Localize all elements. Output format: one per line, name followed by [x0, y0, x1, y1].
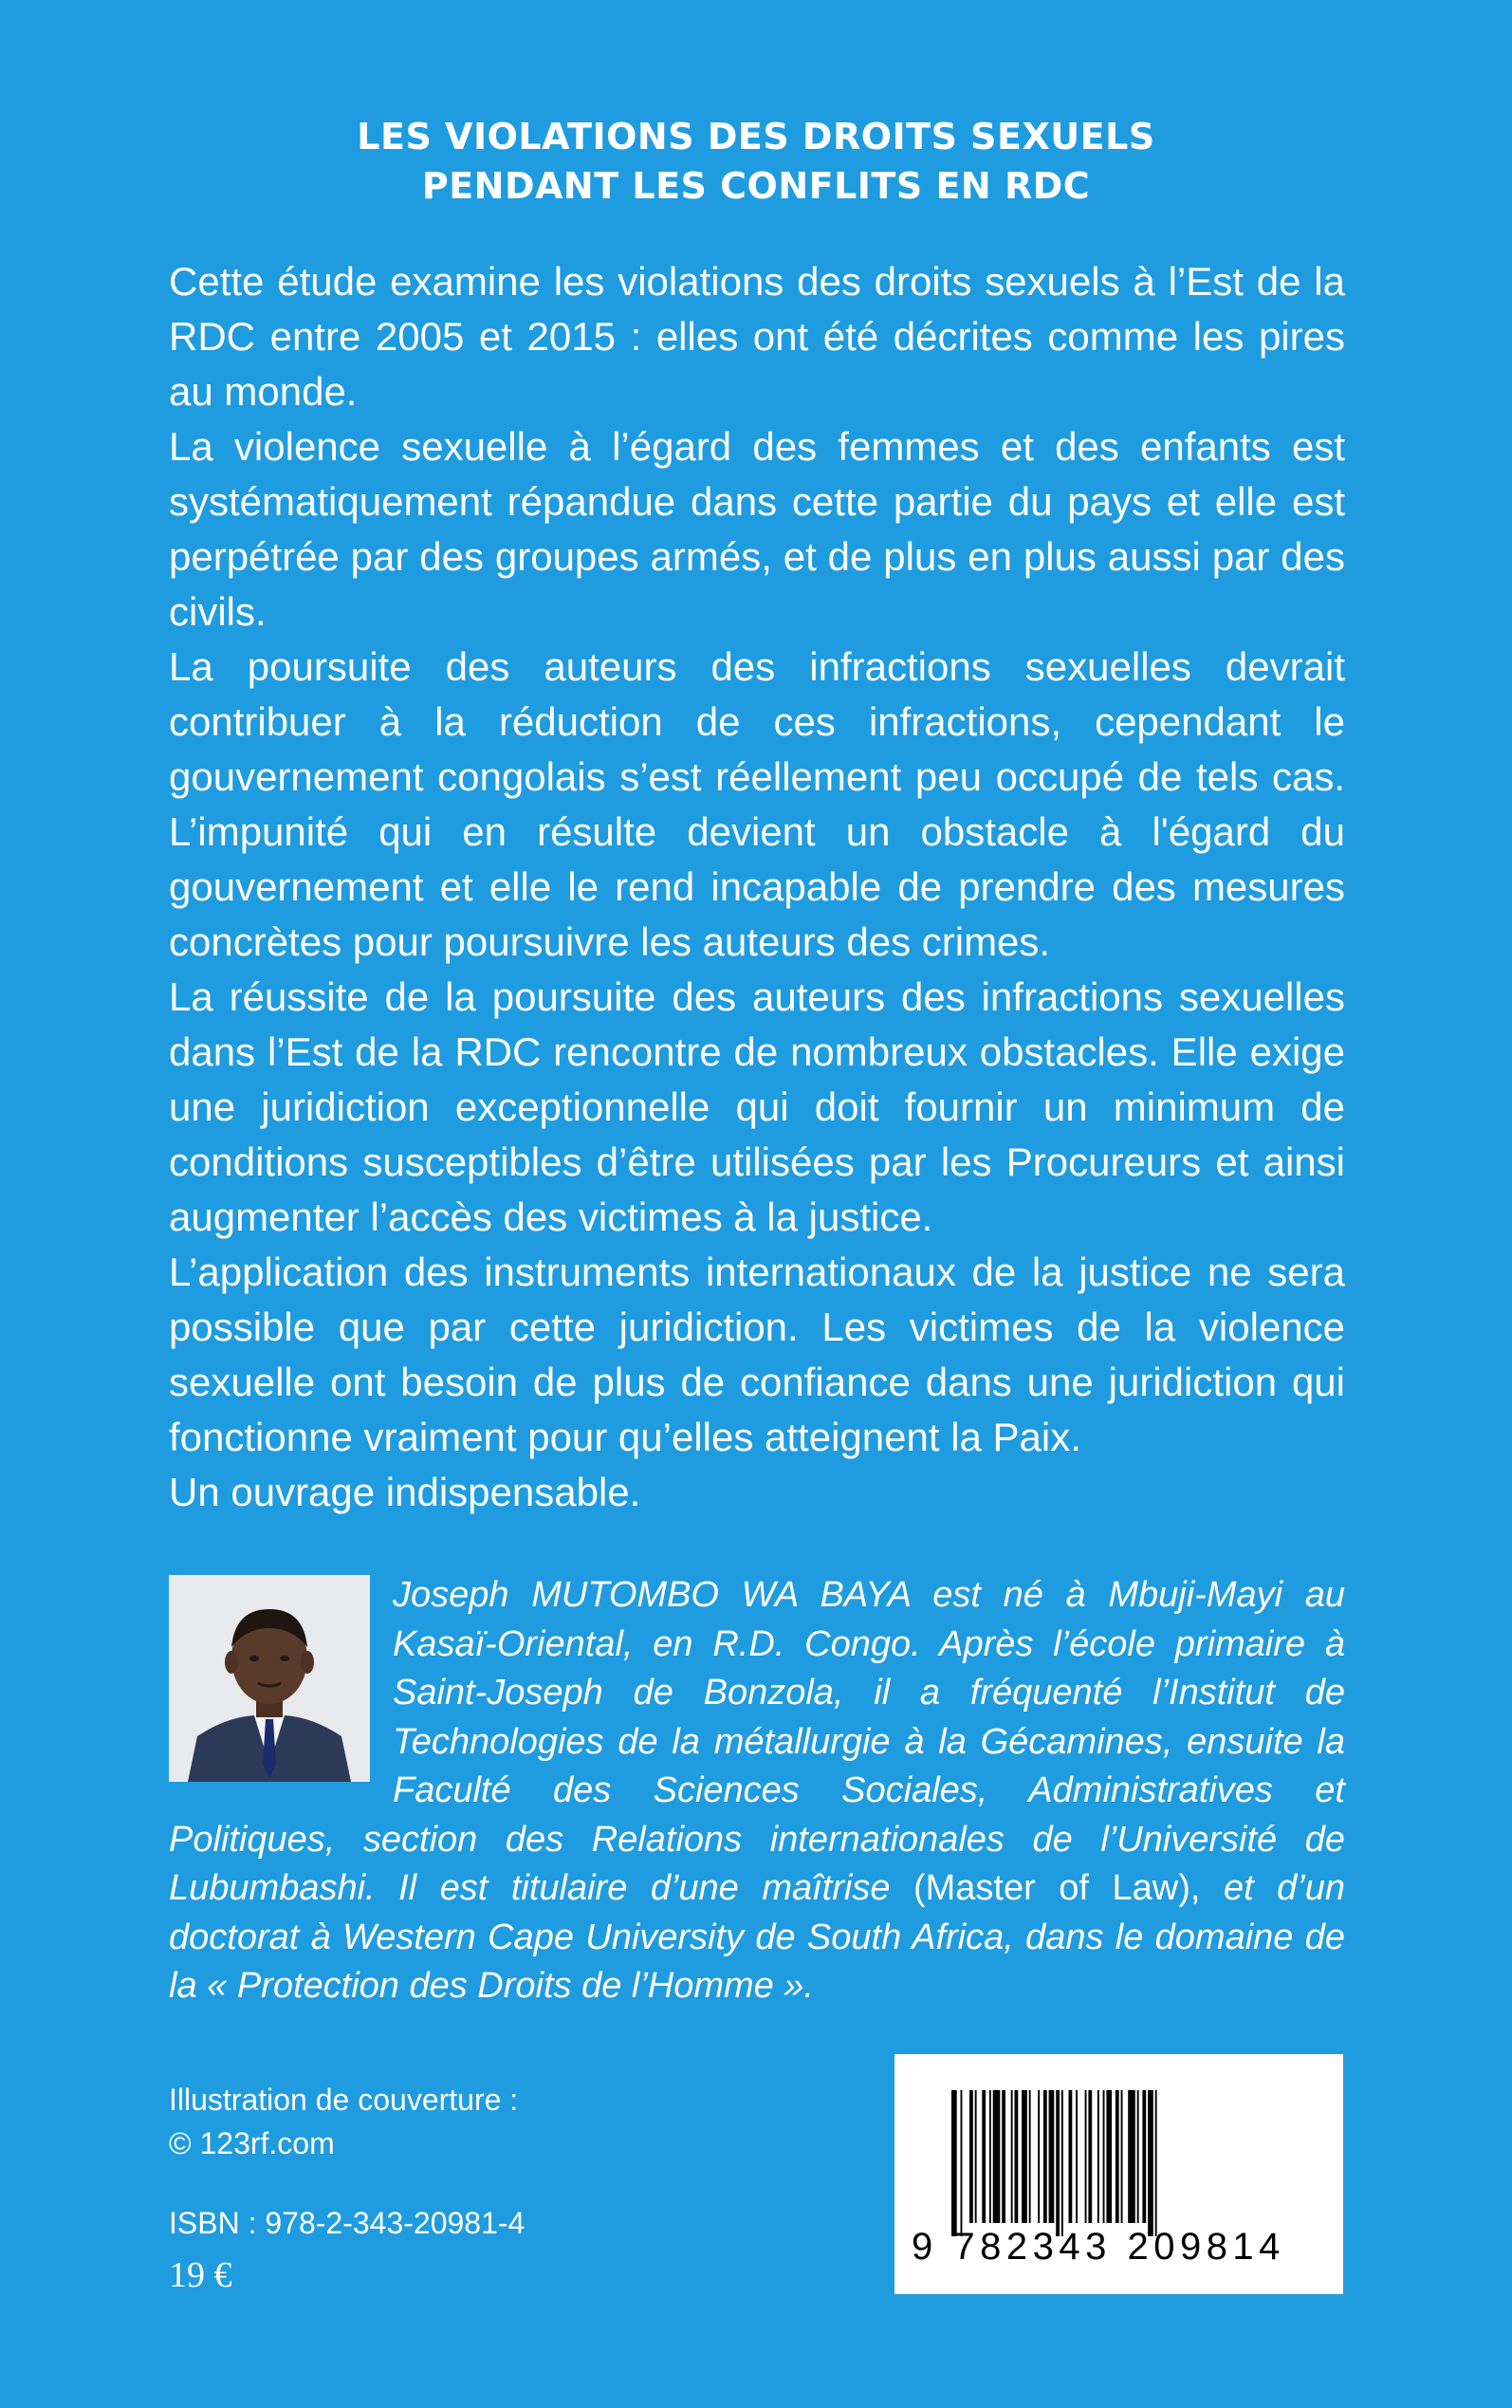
- author-bio-text: Joseph MUTOMBO WA BAYA est né à Mbuji-Mayi au Kasaï-Oriental, en R.D. Congo. Après l’école primaire à Saint-Joseph de Bonzola, il a fréquenté l’Institut de Technologies de la métallurgie à la Gécamines, ensuite la Faculté des Sciences Sociales, Administratives et Politiques, section des Relations internationales de l’Université de Lubumbashi. Il est titulaire d’une maîtrise: [169, 1575, 1345, 1908]
- barcode-bar: [1015, 2090, 1019, 2223]
- summary-paragraph: La poursuite des auteurs des infractions sexuelles devrait contribuer à la réduction de ces infractions, cependant le gouvernement congolais s’est réellement peu occupé de tels cas. L’impunité qui en résulte devient un obstacle à l'égard du gouvernement et elle le rend incapable de prendre des mesures concrètes pour poursuivre les auteurs des crimes.: [169, 644, 1345, 964]
- book-title-line-2: PENDANT LES CONFLITS EN RDC: [421, 165, 1091, 207]
- barcode-digits: 9 782343 209814: [912, 2226, 1285, 2268]
- barcode-bar: [1038, 2090, 1040, 2223]
- author-bio: [169, 1571, 1345, 2011]
- summary-paragraph: La violence sexuelle à l’égard des femmes et des enfants est systématiquement répandue dans cette partie du pays et elle est perpétrée par des groupes armés, et de plus en plus aussi par des civils.: [169, 424, 1345, 634]
- credit-source: © 123rf.com: [169, 2126, 335, 2160]
- barcode-bar: [1106, 2090, 1112, 2223]
- isbn: ISBN : 978-2-343-20981-4: [169, 2206, 526, 2240]
- barcode-bar: [961, 2090, 963, 2236]
- barcode-bar: [1061, 2090, 1063, 2236]
- barcode-bar: [1085, 2090, 1087, 2223]
- barcode-bar: [982, 2090, 986, 2223]
- barcode-bar: [1076, 2090, 1078, 2223]
- barcode: [894, 2054, 1343, 2294]
- author-bio-degree: (Master of Law),: [913, 1868, 1201, 1908]
- barcode-bar: [1155, 2090, 1157, 2236]
- barcode-bar: [1029, 2090, 1031, 2223]
- barcode-bar: [1097, 2090, 1099, 2223]
- summary-paragraph: Cette étude examine les violations des droits sexuels à l’Est de la RDC entre 2005 et 2015 : elles ont été décrites comme les pires au monde.: [169, 259, 1345, 414]
- barcode-bar: [1116, 2090, 1119, 2223]
- barcode-bar: [1148, 2090, 1153, 2236]
- barcode-bar: [1088, 2090, 1092, 2223]
- barcode-bar: [975, 2090, 977, 2223]
- barcode-bar: [1069, 2090, 1073, 2223]
- price: 19 €: [169, 2255, 232, 2295]
- barcode-bar: [1049, 2090, 1055, 2223]
- barcode-bar: [1103, 2090, 1105, 2223]
- barcode-bar: [989, 2090, 991, 2223]
- summary-paragraph: L’application des instruments internationaux de la justice ne sera possible que par cette juridiction. Les victimes de la violence sexuelle ont besoin de plus de confiance dans une juridiction qui fonctionne vraiment pour qu’elles atteignent la Paix.: [169, 1250, 1345, 1459]
- book-title: [0, 112, 1512, 211]
- barcode-bar: [1137, 2090, 1139, 2223]
- barcode-bar: [951, 2090, 957, 2236]
- barcode-bar: [1011, 2090, 1013, 2223]
- author-bio-text-end: et d’un doctorat à Western Cape University de South Africa, dans le domaine de la « Protection des Droits de l’Homme ».: [169, 1868, 1345, 2006]
- barcode-bar: [1121, 2090, 1123, 2223]
- barcode-bar: [993, 2090, 1001, 2223]
- barcode-bar: [969, 2090, 973, 2223]
- barcode-bar: [1022, 2090, 1027, 2223]
- barcode-bar: [1142, 2090, 1146, 2223]
- summary-paragraph: La réussite de la poursuite des auteurs des infractions sexuelles dans l’Est de la RDC rencontre de nombreux obstacles. Elle exige une juridiction exceptionnelle qui doit fournir un minimum de conditions susceptibles d’être utilisées par les Procureurs et ainsi augmenter l’accès des victimes à la justice.: [169, 974, 1345, 1239]
- summary-paragraph: Un ouvrage indispensable.: [169, 1470, 641, 1514]
- barcode-bar: [1002, 2090, 1005, 2223]
- book-title-line-1: LES VIOLATIONS DES DROITS SEXUELS: [357, 116, 1155, 157]
- book-summary: [169, 254, 1345, 1520]
- barcode-bar: [1043, 2090, 1047, 2223]
- barcode-bar: [1128, 2090, 1135, 2223]
- cover-illustration-credit: [169, 2078, 518, 2165]
- credit-label: Illustration de couverture :: [169, 2083, 519, 2117]
- barcode-bar: [1056, 2090, 1060, 2236]
